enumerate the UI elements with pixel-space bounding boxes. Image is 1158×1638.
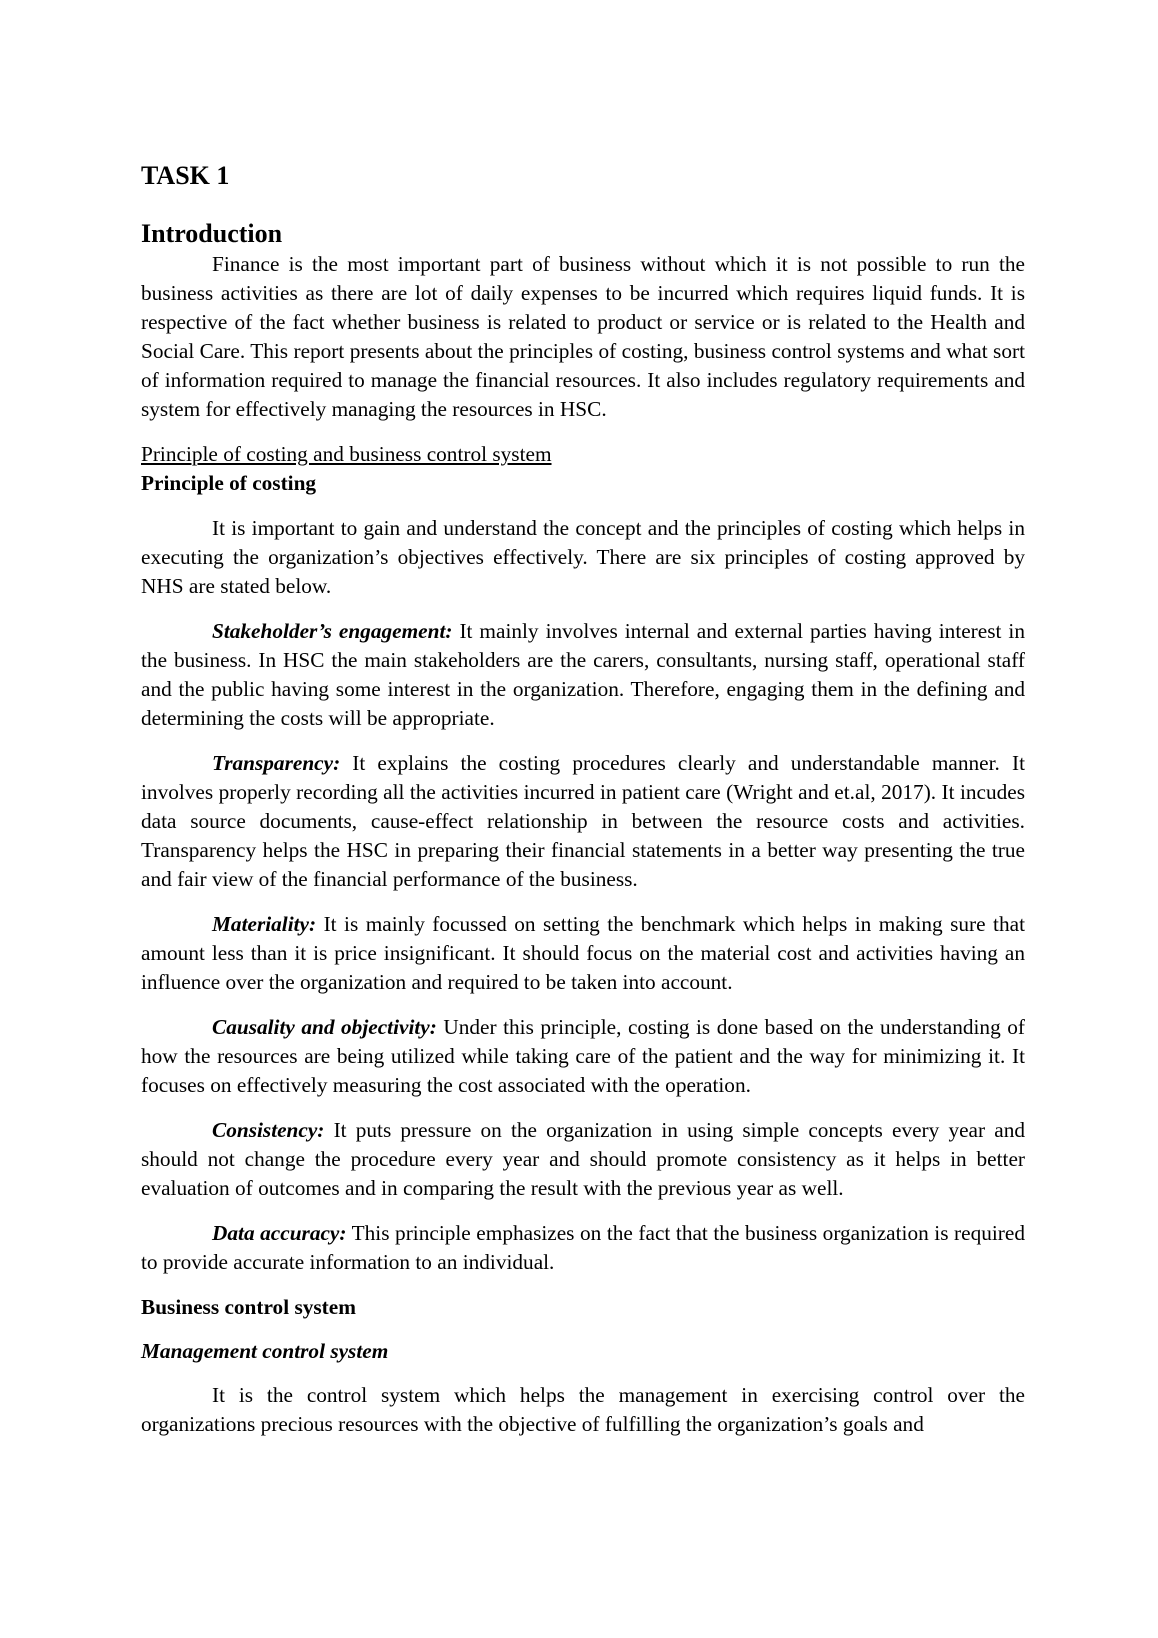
introduction-heading: Introduction: [141, 219, 283, 248]
principle-text: Under this principle, costing is done based on the understanding of how the resources are being utilized while taking care of the patient and the way for minimizing it. It focuses on effectively measuring the cost associated with the operation.: [141, 1015, 1025, 1097]
principle-stakeholders-engagement: [141, 617, 1025, 733]
management-control-paragraph: It is the control system which helps the management in exercising control over the organizations precious resources with the objective of fulfilling the organization’s goals and: [141, 1383, 1025, 1436]
principle-text: It is mainly focussed on setting the benchmark which helps in making sure that amount less than it is price insignificant. It should focus on the material cost and activities having an influence over the organization and required to be taken into account.: [141, 912, 1025, 994]
introduction-paragraph: Finance is the most important part of business without which it is not possible to run the business activities as there are lot of daily expenses to be incurred which requires liquid funds. It is respective of the fact whether business is related to product or service or is related to the Health and Social Care. This report presents about the principles of costing, business control systems and what sort of information required to manage the financial resources. It also includes regulatory requirements and system for effectively managing the resources in HSC.: [141, 252, 1025, 421]
principle-term: Consistency:: [212, 1118, 325, 1142]
principle-text: It puts pressure on the organization in using simple concepts every year and should not change the procedure every year and should promote consistency as it helps in better evaluation of outcomes and in comparing the result with the previous year as well.: [141, 1118, 1025, 1200]
principle-causality-objectivity: [141, 1013, 1025, 1100]
business-control-heading: Business control system: [141, 1295, 356, 1319]
principle-term: Causality and objectivity:: [212, 1015, 437, 1039]
principle-term: Stakeholder’s engagement:: [212, 619, 453, 643]
document-page: [141, 160, 1025, 1455]
management-control-heading: Management control system: [141, 1339, 389, 1363]
principle-of-costing-heading: Principle of costing: [141, 471, 317, 495]
principle-materiality: [141, 910, 1025, 997]
principle-text: It mainly involves internal and external parties having interest in the business. In HSC the main stakeholders are the carers, consultants, nursing staff, operational staff and the public having some interest in the organization. Therefore, engaging them in the defining and determining the costs will be appropriate.: [141, 619, 1025, 730]
principle-text: This principle emphasizes on the fact that the business organization is required to provide accurate information to an individual.: [141, 1221, 1025, 1274]
principle-text: It explains the costing procedures clearly and understandable manner. It involves properly recording all the activities incurred in patient care (Wright and et.al, 2017). It incudes data source documents, cause-effect relationship in between the resource costs and activities. Transparency helps the HSC in preparing their financial statements in a better way presenting the true and fair view of the financial performance of the business.: [141, 751, 1025, 891]
principle-term: Materiality:: [212, 912, 317, 936]
principle-transparency: [141, 749, 1025, 894]
principle-term: Data accuracy:: [212, 1221, 347, 1245]
principle-consistency: [141, 1116, 1025, 1203]
principles-section-heading: Principle of costing and business control system: [141, 442, 552, 466]
principles-intro-paragraph: It is important to gain and understand the concept and the principles of costing which helps in executing the organization’s objectives effectively. There are six principles of costing approved by NHS are stated below.: [141, 516, 1025, 598]
principle-data-accuracy: [141, 1219, 1025, 1277]
principle-term: Transparency:: [212, 751, 341, 775]
task-heading: TASK 1: [141, 161, 230, 190]
